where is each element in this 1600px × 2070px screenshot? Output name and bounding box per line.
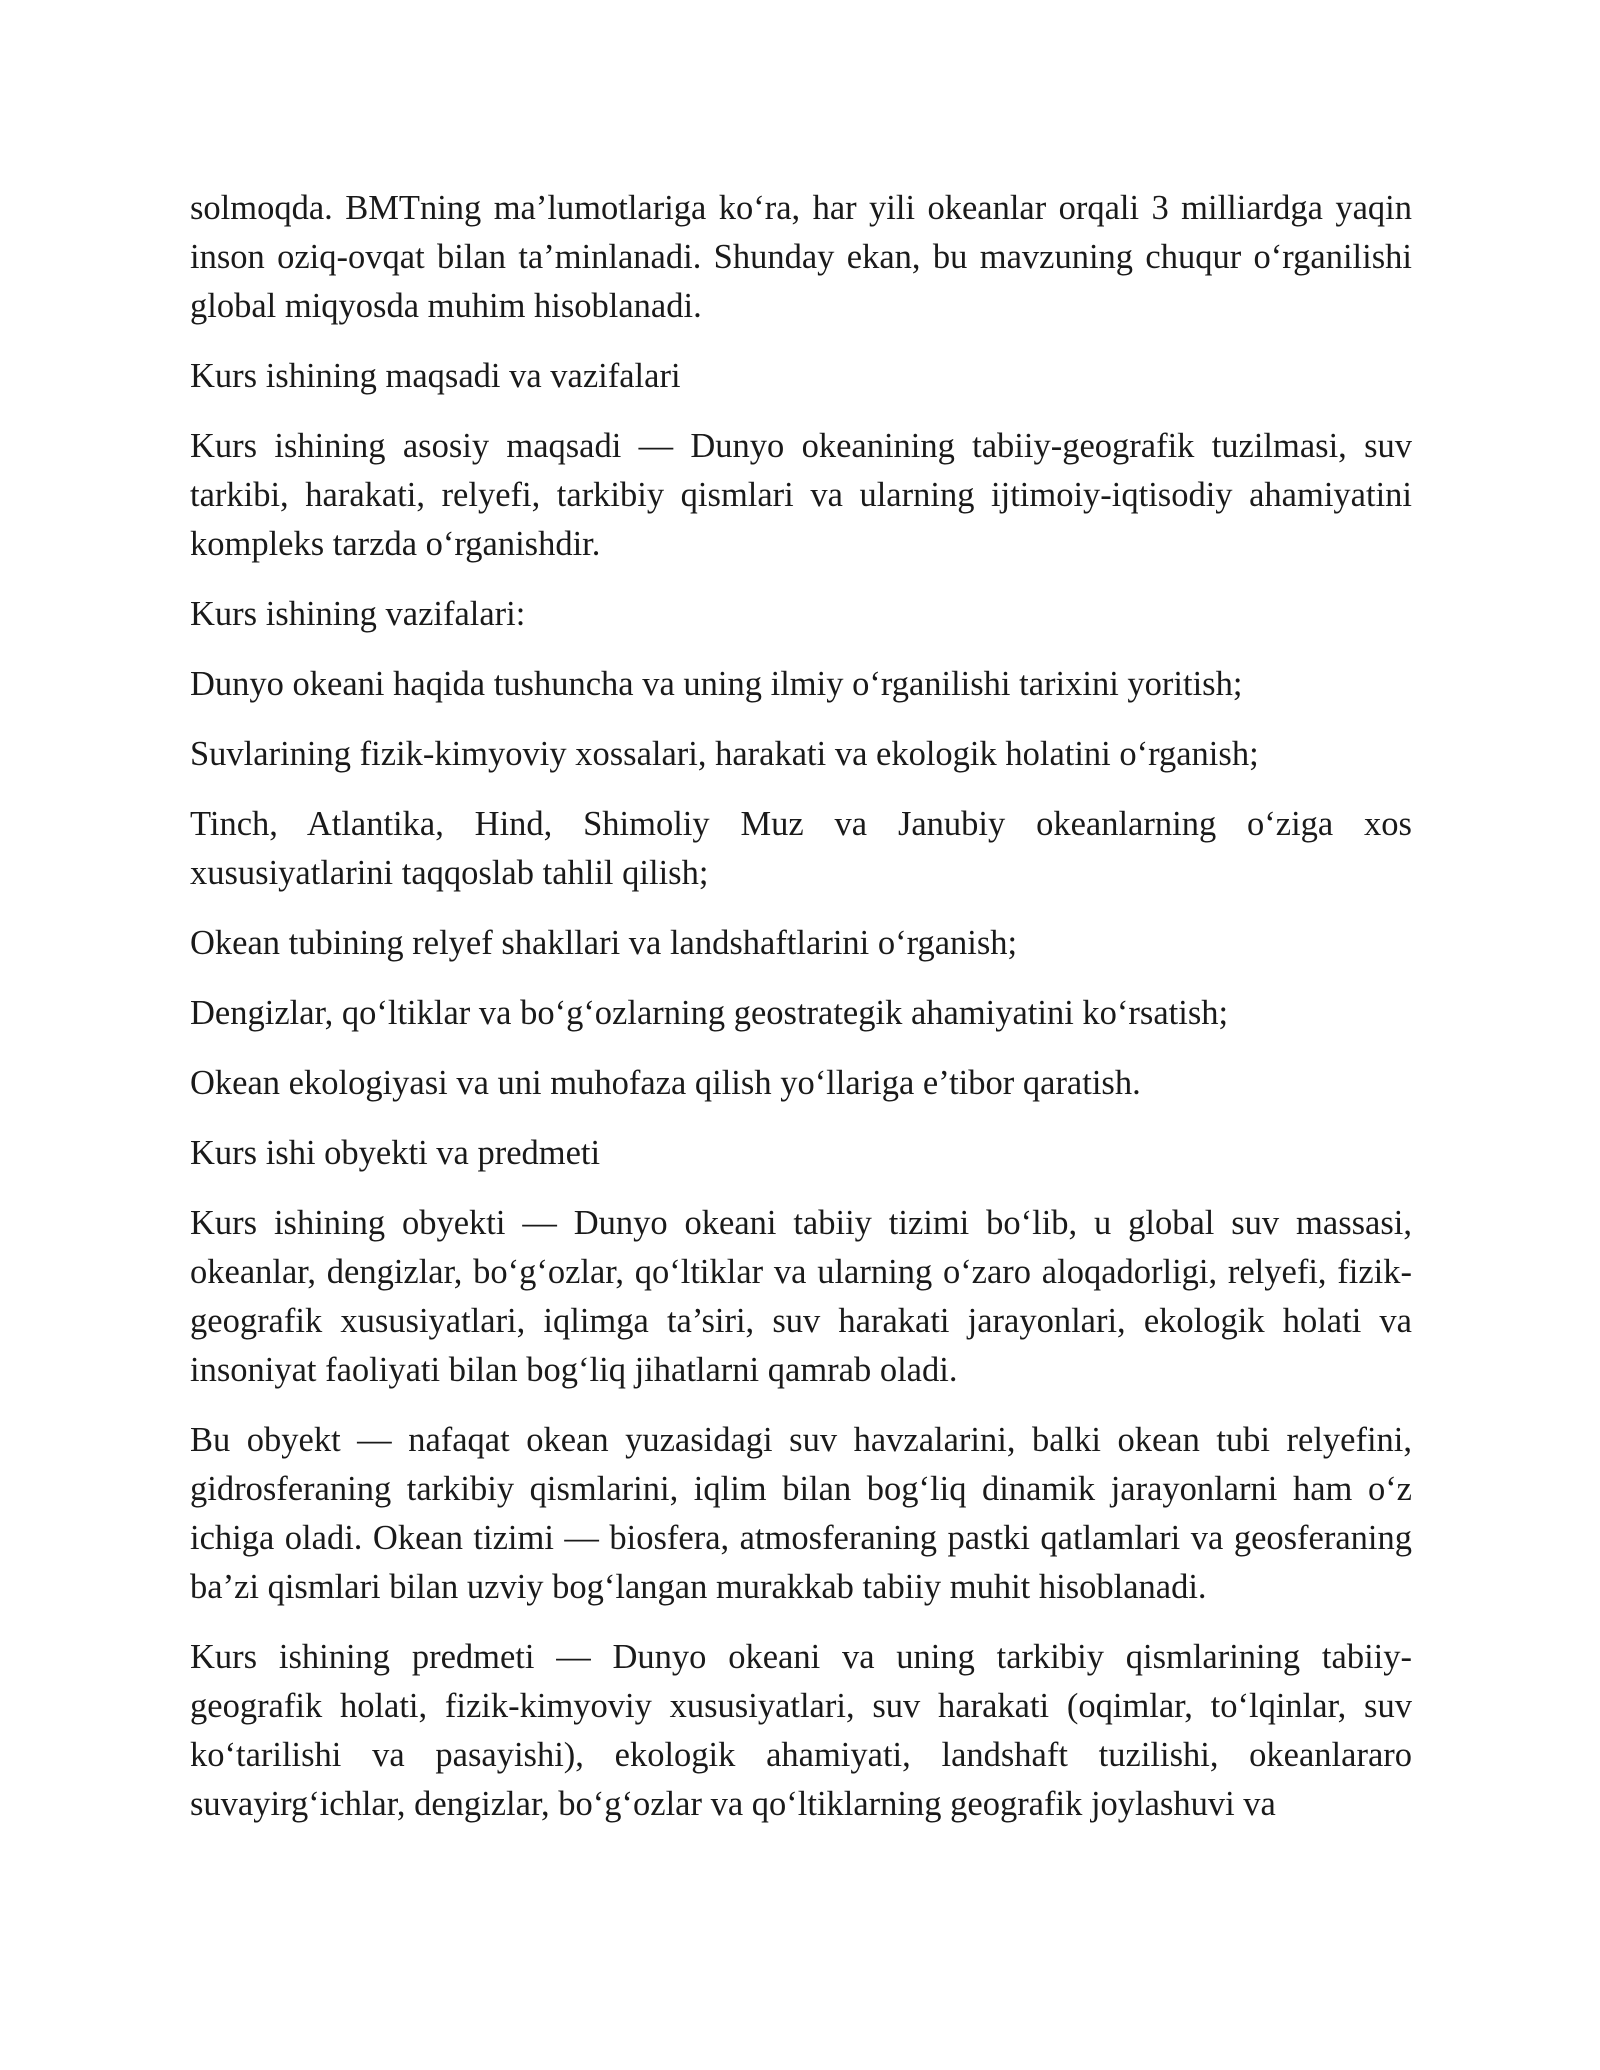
- task-item: Dengizlar, qo‘ltiklar va bo‘g‘ozlarning geostrategik ahamiyatini ko‘rsatish;: [190, 994, 1229, 1032]
- task-item: Suvlarining fizik-kimyoviy xossalari, harakati va ekologik holatini o‘rganish;: [190, 735, 1259, 773]
- heading-tasks: Kurs ishining vazifalari:: [190, 595, 526, 633]
- heading-object-and-subject: Kurs ishi obyekti va predmeti: [190, 1134, 601, 1172]
- task-item: Okean ekologiyasi va uni muhofaza qilish yo‘llariga e’tibor qaratish.: [190, 1064, 1141, 1102]
- paragraph-object: Kurs ishining obyekti — Dunyo okeani tabiiy tizimi bo‘lib, u global suv massasi, okeanlar, dengizlar, bo‘g‘ozlar, qo‘ltiklar va ularning o‘zaro aloqadorligi, relyefi, fizik-geografik xususiyatlari, iqlimga ta’siri, suv harakati jarayonlari, ekologik holati va insoniyat faoliyati bilan bog‘liq jihatlarni qamrab oladi.: [190, 1204, 1412, 1389]
- paragraph-subject: Kurs ishining predmeti — Dunyo okeani va uning tarkibiy qismlarining tabiiy-geografik holati, fizik-kimyoviy xususiyatlari, suv harakati (oqimlar, to‘lqinlar, suv ko‘tarilishi va pasayishi), ekologik ahamiyati, landshaft tuzilishi, okeanlararo suvayirg‘ichlar, dengizlar, bo‘g‘ozlar va qo‘ltiklarning geografik joylashuvi va: [190, 1638, 1412, 1823]
- paragraph-object-detail: Bu obyekt — nafaqat okean yuzasidagi suv havzalarini, balki okean tubi relyefini, gidrosferaning tarkibiy qismlarini, iqlim bilan bog‘liq dinamik jarayonlarni ham o‘z ichiga oladi. Okean tizimi — biosfera, atmosferaning pastki qatlamlari va geosferaning ba’zi qismlari bilan uzviy bog‘langan murakkab tabiiy muhit hisoblanadi.: [190, 1421, 1412, 1606]
- paragraph-main-goal: Kurs ishining asosiy maqsadi — Dunyo okeanining tabiiy-geografik tuzilmasi, suv tarkibi, harakati, relyefi, tarkibiy qismlari va ularning ijtimoiy-iqtisodiy ahamiyatini kompleks tarzda o‘rganishdir.: [190, 427, 1412, 563]
- task-item: Okean tubining relyef shakllari va landshaftlarini o‘rganish;: [190, 924, 1018, 962]
- heading-goals-and-tasks: Kurs ishining maqsadi va vazifalari: [190, 357, 681, 395]
- document-page: [190, 184, 1412, 1850]
- paragraph-intro-continuation: solmoqda. BMTning ma’lumotlariga ko‘ra, har yili okeanlar orqali 3 milliardga yaqin inson oziq-ovqat bilan ta’minlanadi. Shunday ekan, bu mavzuning chuqur o‘rganilishi global miqyosda muhim hisoblanadi.: [190, 189, 1412, 325]
- task-item: Dunyo okeani haqida tushuncha va uning ilmiy o‘rganilishi tarixini yoritish;: [190, 665, 1243, 703]
- task-item: Tinch, Atlantika, Hind, Shimoliy Muz va Janubiy okeanlarning o‘ziga xos xususiyatlarini taqqoslab tahlil qilish;: [190, 805, 1412, 892]
